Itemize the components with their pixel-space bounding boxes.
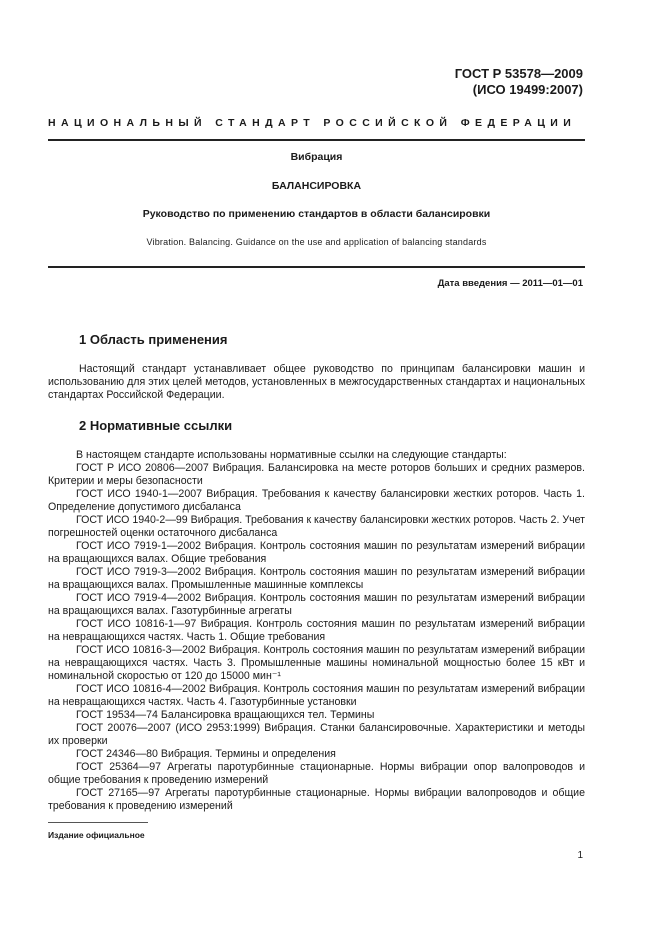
list-item: ГОСТ 27165—97 Агрегаты паротурбинные стационарные. Нормы вибрации валопроводов и общие требования к проведению измерений	[48, 787, 585, 812]
national-standard-banner: НАЦИОНАЛЬНЫЙ СТАНДАРТ РОССИЙСКОЙ ФЕДЕРАЦИИ	[48, 117, 577, 129]
title-vibration: Вибрация	[290, 151, 343, 163]
list-item: ГОСТ ИСО 1940-1—2007 Вибрация. Требования к качеству балансировки жестких роторов. Часть 1. Определение допустимого дисбаланса	[48, 488, 585, 513]
header-rule	[48, 139, 585, 141]
footer-rule	[48, 822, 148, 823]
list-item: ГОСТ 20076—2007 (ИСО 2953:1999) Вибрация. Станки балансировочные. Характеристики и методы их проверки	[48, 722, 585, 747]
page-number: 1	[577, 850, 583, 861]
list-item: ГОСТ ИСО 7919-3—2002 Вибрация. Контроль состояния машин по результатам измерений вибрации на вращающихся валах. Промышленные машинные комплексы	[48, 566, 585, 591]
list-item: ГОСТ ИСО 1940-2—99 Вибрация. Требования к качеству балансировки жестких роторов. Часть 2. Учет погрешностей оценки остаточного дисбаланса	[48, 514, 585, 539]
iso-number: (ИСО 19499:2007)	[472, 82, 583, 97]
list-item: ГОСТ ИСО 10816-3—2002 Вибрация. Контроль состояния машин по результатам измерений вибрации на невращающихся частях. Часть 3. Промышленные машины номинальной мощностью более 15 кВт и номинальной скоростью от 120 до 15000 мин⁻¹	[48, 644, 585, 682]
references-intro: В настоящем стандарте использованы нормативные ссылки на следующие стандарты:	[76, 449, 507, 461]
intro-date: Дата введения — 2011—01—01	[437, 278, 583, 289]
title-guidance: Руководство по применению стандартов в области балансировки	[142, 208, 491, 220]
references-list	[48, 449, 585, 813]
list-item: ГОСТ ИСО 7919-4—2002 Вибрация. Контроль состояния машин по результатам измерений вибрации на вращающихся валах. Газотурбинные агрегаты	[48, 592, 585, 617]
list-item: ГОСТ 25364—97 Агрегаты паротурбинные стационарные. Нормы вибрации опор валопроводов и общие требования к проведению измерений	[48, 761, 585, 786]
list-item: ГОСТ 19534—74 Балансировка вращающихся тел. Термины	[76, 709, 375, 721]
list-item: ГОСТ 24346—80 Вибрация. Термины и определения	[76, 748, 336, 760]
list-item: ГОСТ Р ИСО 20806—2007 Вибрация. Балансировка на месте роторов больших и средних размеров. Критерии и меры безопасности	[48, 462, 585, 487]
edition-label: Издание официальное	[48, 830, 145, 840]
gost-number: ГОСТ Р 53578—2009	[454, 66, 583, 81]
section1-text: Настоящий стандарт устанавливает общее руководство по принципам балансировки машин и использованию для этих целей методов, установленных в межгосударственных стандартах и национальных стандартах Российской Федерации.	[48, 363, 585, 401]
section2-heading: 2 Нормативные ссылки	[79, 418, 233, 433]
title-english: Vibration. Balancing. Guidance on the use and application of balancing standards	[146, 237, 487, 247]
list-item: ГОСТ ИСО 10816-4—2002 Вибрация. Контроль состояния машин по результатам измерений вибрации на невращающихся частях. Часть 4. Газотурбинные установки	[48, 683, 585, 708]
list-item: ГОСТ ИСО 10816-1—97 Вибрация. Контроль состояния машин по результатам измерений вибрации на невращающихся частях. Часть 1. Общие требования	[48, 618, 585, 643]
title-balancing: БАЛАНСИРОВКА	[271, 180, 362, 192]
section1-heading: 1 Область применения	[79, 332, 228, 347]
list-item: ГОСТ ИСО 7919-1—2002 Вибрация. Контроль состояния машин по результатам измерений вибрации на вращающихся валах. Общие требования	[48, 540, 585, 565]
title-rule	[48, 266, 585, 268]
